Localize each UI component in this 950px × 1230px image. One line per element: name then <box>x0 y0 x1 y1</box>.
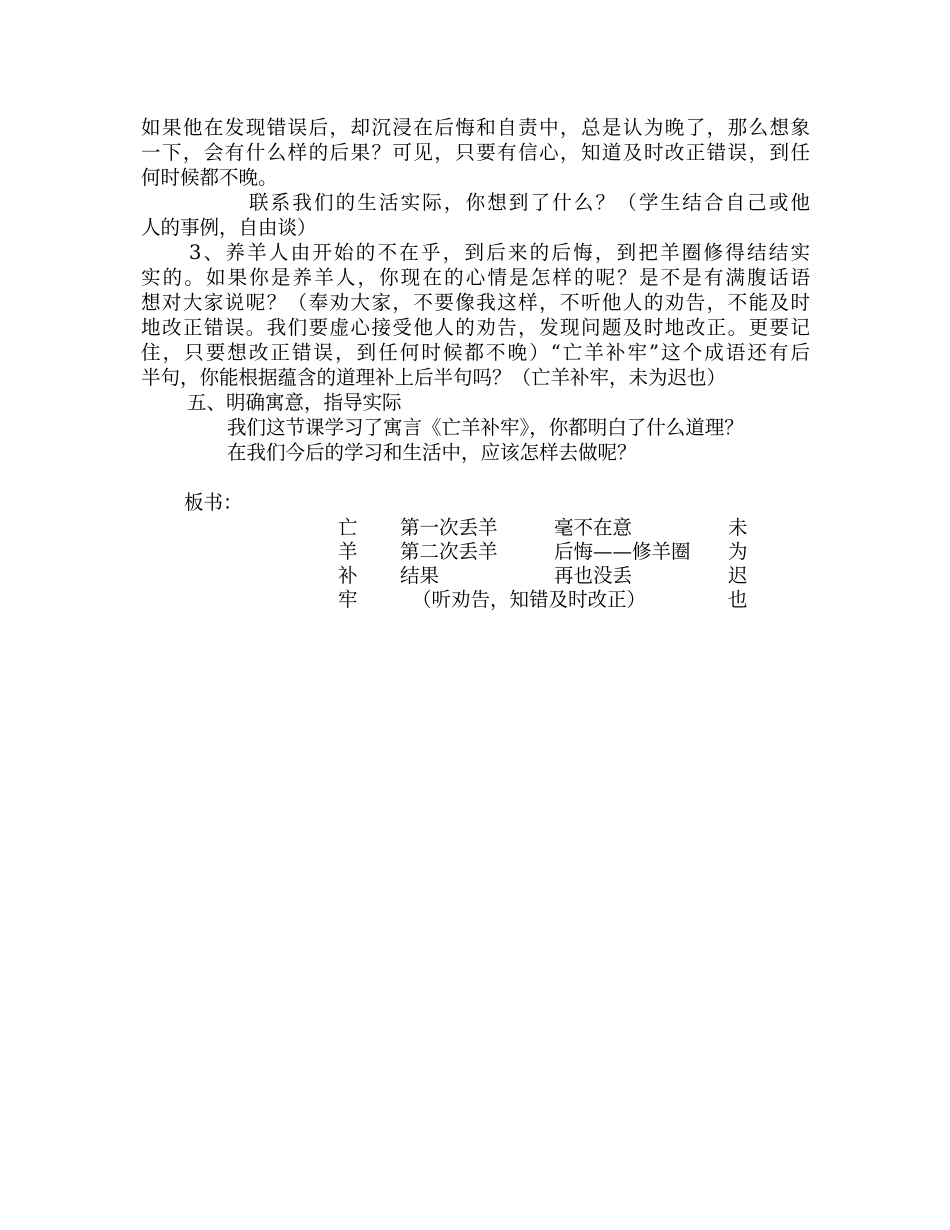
board-reaction: 后悔——修羊圈 <box>554 540 691 563</box>
paragraph-line: 3、养羊人由开始的不在乎，到后来的后悔，到把羊圈修得结结实 <box>189 241 810 264</box>
paragraph-line: 联系我们的生活实际，你想到了什么？（学生结合自己或他 <box>249 191 810 214</box>
board-right-char: 也 <box>728 588 748 611</box>
paragraph-line: 想对大家说呢？（奉劝大家，不要像我这样，不听他人的劝告，不能及时 <box>141 291 810 314</box>
board-event: 结果 <box>400 564 440 587</box>
board-left-char: 亡 <box>338 516 358 539</box>
board-left-char: 补 <box>338 564 358 587</box>
paragraph-line: 何时候都不晚。 <box>141 166 278 189</box>
paragraph-line: 我们这节课学习了寓言《亡羊补牢》，你都明白了什么道理？ <box>227 416 744 439</box>
board-right-char: 迟 <box>728 564 748 587</box>
board-event: 第一次丢羊 <box>400 516 498 539</box>
board-note: （听劝告，知错及时改正） <box>412 588 647 611</box>
paragraph-line: 半句，你能根据蕴含的道理补上后半句吗？（亡羊补牢，未为迟也） <box>141 366 727 389</box>
paragraph-line: 一下，会有什么样的后果？可见，只要有信心，知道及时改正错误，到任 <box>141 141 810 164</box>
board-right-char: 为 <box>728 540 748 563</box>
board-label: 板书： <box>184 491 243 514</box>
board-left-char: 牢 <box>338 588 358 611</box>
board-reaction: 毫不在意 <box>554 516 633 539</box>
paragraph-line: 住，只要想改正错误，到任何时候都不晚）“亡羊补牢”这个成语还有后 <box>141 341 810 364</box>
paragraph-line: 如果他在发现错误后，却沉浸在后悔和自责中，总是认为晚了，那么想象 <box>141 116 810 139</box>
board-event: 第二次丢羊 <box>400 540 498 563</box>
board-right-char: 未 <box>728 516 748 539</box>
board-reaction: 再也没丢 <box>554 564 633 587</box>
paragraph-line: 人的事例，自由谈） <box>141 216 317 239</box>
paragraph-line: 实的。如果你是养羊人，你现在的心情是怎样的呢？是不是有满腹话语 <box>141 266 810 289</box>
paragraph-line: 地改正错误。我们要虚心接受他人的劝告，发现问题及时地改正。更要记 <box>141 316 810 339</box>
section-heading: 五、明确寓意，指导实际 <box>187 391 402 414</box>
paragraph-line: 在我们今后的学习和生活中，应该怎样去做呢？ <box>227 441 637 464</box>
board-left-char: 羊 <box>338 540 358 563</box>
